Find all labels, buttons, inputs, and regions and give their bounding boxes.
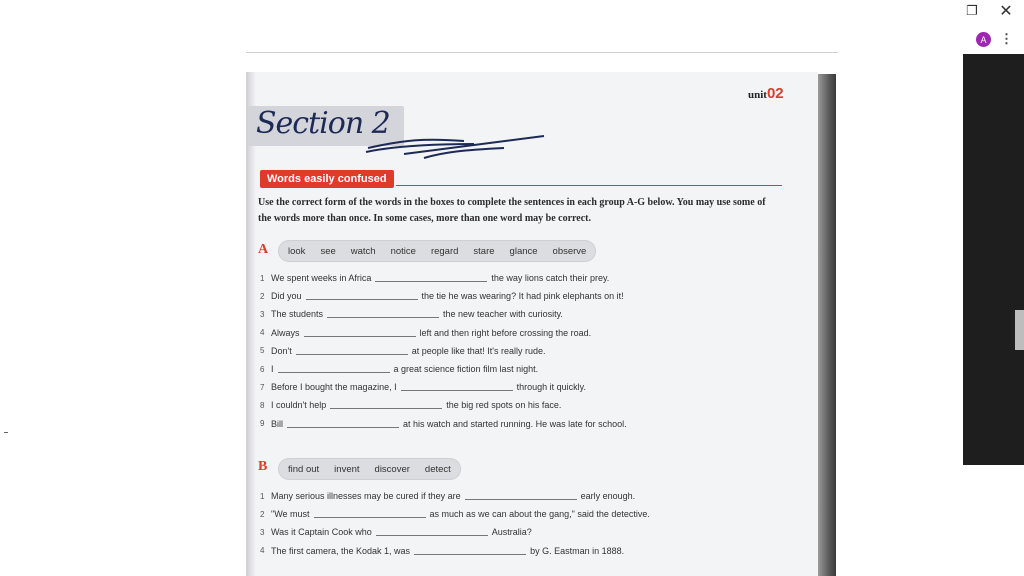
menu-icon[interactable]: ⋮ <box>1000 31 1013 46</box>
answer-blank[interactable] <box>278 365 390 373</box>
divider <box>246 52 838 53</box>
answer-blank[interactable] <box>414 547 526 555</box>
page-shadow <box>246 72 256 576</box>
word-chip: watch <box>350 245 376 257</box>
answer-blank[interactable] <box>327 310 439 318</box>
sentence-item: 1 Many serious illnesses may be cured if they are early enough. <box>260 491 636 502</box>
textbook-page <box>246 72 818 576</box>
word-box-a <box>278 240 596 262</box>
pen-scribble-icon <box>364 132 564 162</box>
answer-blank[interactable] <box>304 329 416 337</box>
sentence-item: 3 The students the new teacher with curiosity. <box>260 309 563 320</box>
answer-blank[interactable] <box>314 510 426 518</box>
profile-avatar[interactable]: A <box>976 32 991 47</box>
word-chip: discover <box>374 463 410 475</box>
sentence-list-a <box>260 269 627 433</box>
answer-blank[interactable] <box>401 383 513 391</box>
answer-blank[interactable] <box>296 347 408 355</box>
divider <box>4 432 8 433</box>
divider <box>396 185 782 186</box>
word-chip: observe <box>552 245 587 257</box>
word-chip: detect <box>424 463 451 475</box>
word-chip: look <box>288 245 306 257</box>
sentence-item: 1 We spent weeks in Africa the way lions catch their prey. <box>260 273 610 284</box>
close-icon[interactable]: ✕ <box>999 3 1013 20</box>
word-chip: find out <box>288 463 320 475</box>
word-chip: stare <box>473 245 495 257</box>
answer-blank[interactable] <box>330 401 442 409</box>
word-chip: see <box>320 245 336 257</box>
word-chip: invent <box>334 463 360 475</box>
answer-blank[interactable] <box>287 420 399 428</box>
sentence-list-b <box>260 487 650 560</box>
answer-blank[interactable] <box>375 274 487 282</box>
unit-number: 02 <box>766 85 784 102</box>
restore-icon[interactable]: ❐ <box>966 3 978 18</box>
section-banner: Words easily confused <box>260 170 394 188</box>
word-box-b <box>278 458 461 480</box>
word-chip: notice <box>390 245 416 257</box>
page-edge <box>818 74 836 576</box>
sentence-item: 4 Always left and then right before crossing the road. <box>260 327 592 338</box>
answer-blank[interactable] <box>306 292 418 300</box>
sentence-item: 9 Bill at his watch and started running. He was late for school. <box>260 418 627 429</box>
unit-label: unit02 <box>748 85 784 102</box>
group-letter-b: B <box>258 459 268 474</box>
sentence-item: 7 Before I bought the magazine, I through it quickly. <box>260 382 586 393</box>
scrollbar-thumb[interactable] <box>1015 310 1024 350</box>
sentence-item: 6 I a great science fiction film last night. <box>260 364 539 375</box>
instructions: Use the correct form of the words in the boxes to complete the sentences in each group A-G below. You may use some of the words more than once. In some cases, more than one word may be correct. <box>258 197 766 224</box>
sentence-item: 4 The first camera, the Kodak 1, was by G. Eastman in 1888. <box>260 545 625 556</box>
sentence-item: 5 Don't at people like that! It's really rude. <box>260 345 546 356</box>
word-chip: glance <box>509 245 538 257</box>
section-title: Section 2 <box>256 106 390 141</box>
answer-blank[interactable] <box>465 492 577 500</box>
sentence-item: 2 Did you the tie he was wearing? It had pink elephants on it! <box>260 291 624 302</box>
sentence-item: 8 I couldn't help the big red spots on his face. <box>260 400 562 411</box>
sentence-item: 2 "We must as much as we can about the gang," said the detective. <box>260 509 650 520</box>
word-chip: regard <box>430 245 459 257</box>
group-letter-a: A <box>258 242 269 257</box>
answer-blank[interactable] <box>376 528 488 536</box>
sentence-item: 3 Was it Captain Cook who Australia? <box>260 527 532 538</box>
side-panel <box>963 54 1024 465</box>
